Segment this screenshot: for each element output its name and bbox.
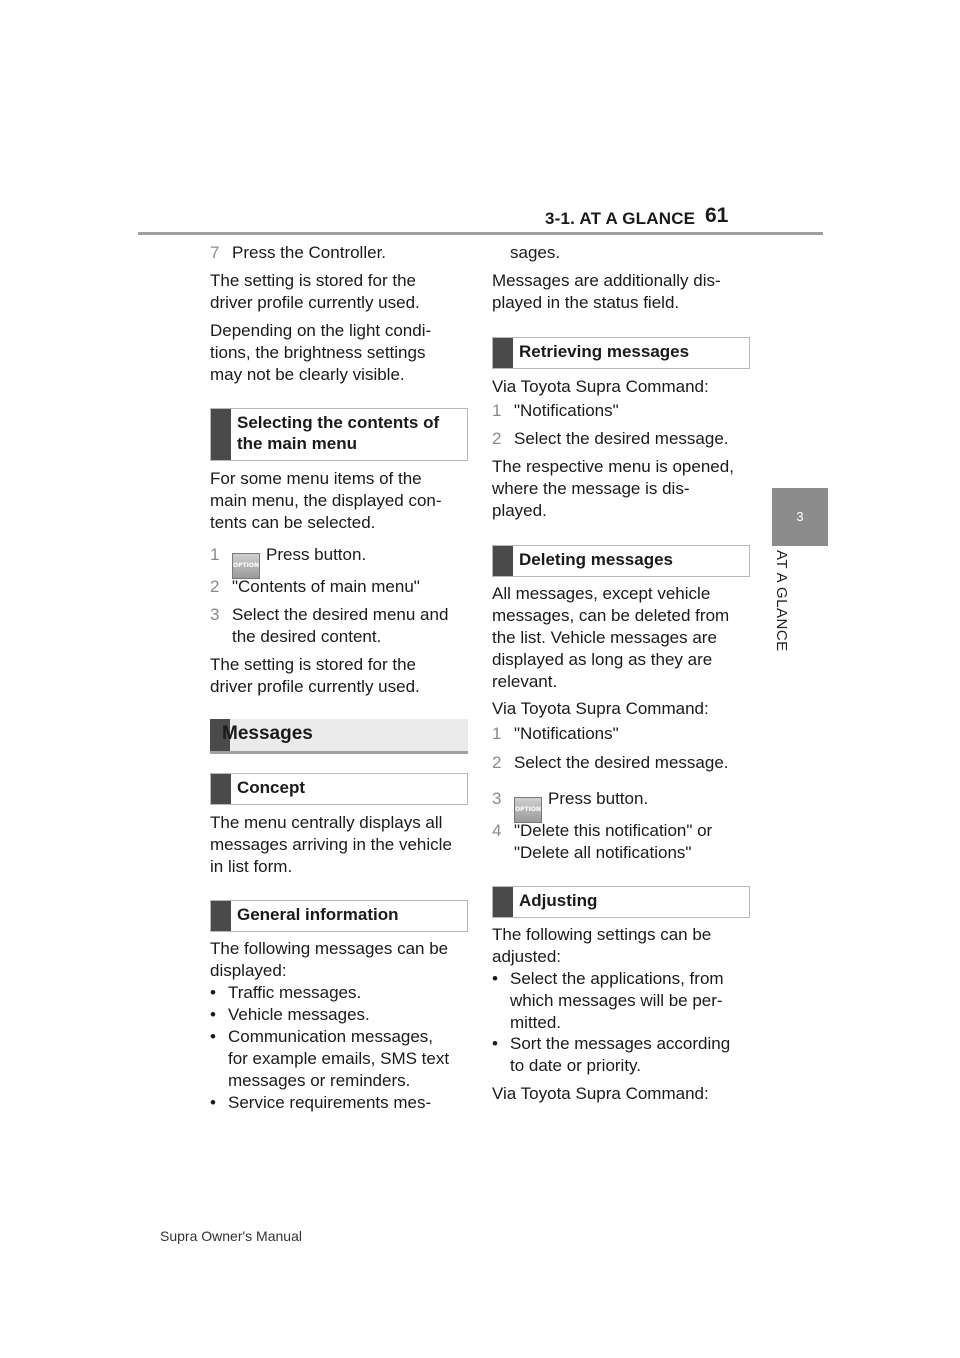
heading-deleting-messages: Deleting messages (492, 545, 750, 577)
heading-general-information: General information (210, 900, 468, 932)
bullet-communication: • Communication messages, for example emails, SMS text messages or reminders. (210, 1027, 450, 1090)
delete-step-2: 2 Select the desired message. (492, 753, 729, 772)
section-title: 3-1. AT A GLANCE (545, 209, 696, 228)
paragraph-via-command-3: Via Toyota Supra Command: (492, 1084, 709, 1103)
paragraph-stored-2: The setting is stored for the driver profile currently used. (210, 655, 420, 696)
retrieve-step-1: 1 "Notifications" (492, 401, 619, 420)
chapter-number: 3 (796, 509, 804, 524)
delete-step-3-option: 3OPTIONPress button. (492, 788, 648, 823)
paragraph-following-settings: The following settings can be adjusted: (492, 925, 712, 966)
delete-step-4: 4 "Delete this notification" or "Delete all notifications" (492, 821, 713, 862)
paragraph-menu-items: For some menu items of the main menu, the displayed con- tents can be selected. (210, 469, 442, 532)
paragraph-status-field: Messages are additionally dis- played in the status field. (492, 271, 721, 312)
bullet-traffic: • Traffic messages. (210, 983, 362, 1002)
paragraph-via-command-2: Via Toyota Supra Command: (492, 699, 709, 718)
paragraph-brightness: Depending on the light condi- tions, the brightness settings may not be clearly visible. (210, 321, 432, 384)
heading-retrieving-messages: Retrieving messages (492, 337, 750, 369)
paragraph-via-command-1: Via Toyota Supra Command: (492, 377, 709, 396)
page-number: 61 (705, 204, 729, 227)
paragraph-menu-opened: The respective menu is opened, where the message is dis- played. (492, 457, 734, 520)
step-1-option: 1OPTIONPress button. (210, 544, 366, 579)
chapter-tab (772, 488, 828, 546)
step-2: 2 "Contents of main menu" (210, 577, 420, 596)
heading-selecting-contents: Selecting the contents of the main menu (210, 408, 468, 461)
bullet-service-continued: sages. (510, 243, 561, 262)
bullet-vehicle: • Vehicle messages. (210, 1005, 370, 1024)
header-rule (138, 232, 823, 235)
chapter-label: AT A GLANCE (773, 550, 790, 652)
option-button-icon: OPTION (514, 797, 542, 823)
bullet-sort-messages: • Sort the messages according to date or priority. (492, 1034, 731, 1075)
bullet-select-applications: • Select the applications, from which messages will be per- mitted. (492, 969, 724, 1032)
bullet-service: • Service requirements mes- (210, 1093, 432, 1112)
step-3: 3 Select the desired menu and the desired content. (210, 605, 449, 646)
heading-messages: Messages (210, 719, 468, 754)
footer-manual-title: Supra Owner's Manual (160, 1228, 302, 1244)
option-button-icon: OPTION (232, 553, 260, 579)
paragraph-stored-1: The setting is stored for the driver profile currently used. (210, 271, 420, 312)
step-7: 7 Press the Controller. (210, 243, 387, 262)
retrieve-step-2: 2 Select the desired message. (492, 429, 729, 448)
heading-adjusting: Adjusting (492, 886, 750, 918)
heading-concept: Concept (210, 773, 468, 805)
paragraph-following-messages: The following messages can be displayed: (210, 939, 449, 980)
delete-step-1: 1 "Notifications" (492, 724, 619, 743)
paragraph-concept: The menu centrally displays all messages arriving in the vehicle in list form. (210, 813, 452, 876)
paragraph-all-messages: All messages, except vehicle messages, can be deleted from the list. Vehicle messages are displayed as long as they are relevant. (492, 584, 730, 691)
